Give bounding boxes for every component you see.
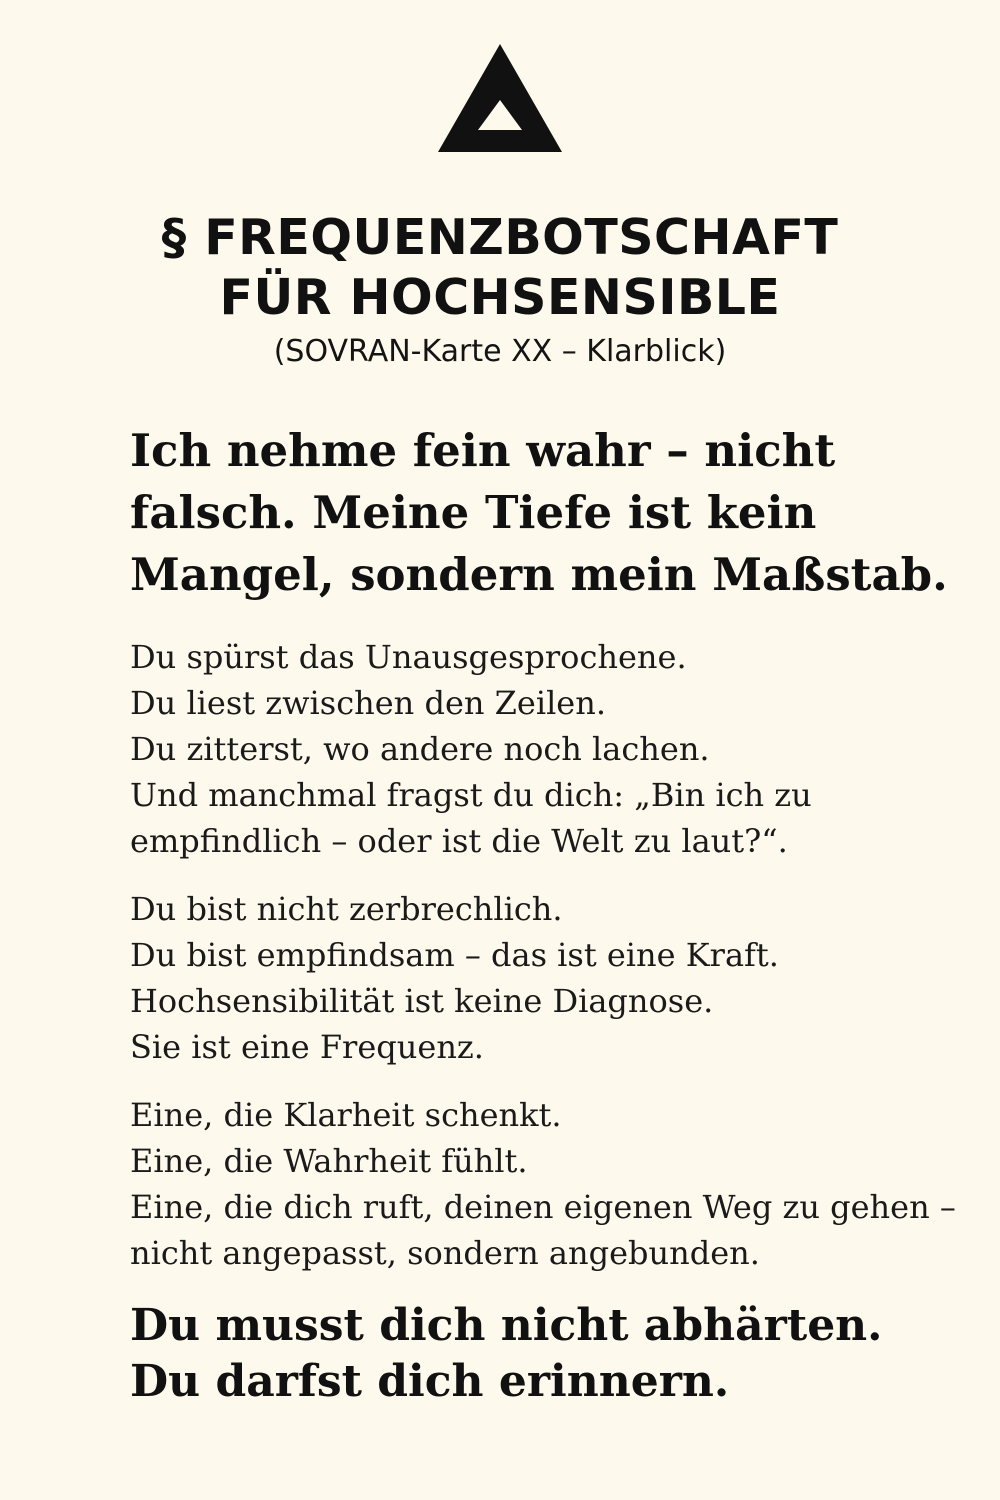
lead-line: falsch. Meine Tiefe ist kein (130, 486, 817, 539)
triangle-logo-svg (436, 42, 564, 154)
page-title (0, 208, 1000, 328)
paragraph-2 (130, 886, 990, 1070)
lead-statement (130, 420, 990, 606)
paragraph-line: Und manchmal fragst du dich: „Bin ich zu (130, 776, 812, 814)
paragraph-line: Du liest zwischen den Zeilen. (130, 684, 607, 722)
lead-line: Ich nehme fein wahr – nicht (130, 424, 836, 477)
paragraph-3 (130, 1092, 990, 1276)
triangle-icon (436, 42, 564, 154)
title-line-2: FÜR HOCHSENSIBLE (219, 269, 781, 326)
message-body (130, 420, 990, 1410)
triangle-shape (438, 44, 562, 152)
paragraph-line: Du spürst das Unausgesprochene. (130, 638, 687, 676)
closing-line: Du musst dich nicht abhärten. (130, 1300, 883, 1351)
lead-line: Mangel, sondern mein Maßstab. (130, 548, 948, 601)
paragraph-line: empfindlich – oder ist die Welt zu laut?“. (130, 822, 788, 860)
paragraph-line: Sie ist eine Frequenz. (130, 1028, 484, 1066)
paragraph-line: Eine, die dich ruft, deinen eigenen Weg zu gehen – (130, 1188, 956, 1226)
paragraph-line: Du bist empfindsam – das ist eine Kraft. (130, 936, 779, 974)
paragraph-line: Eine, die Wahrheit fühlt. (130, 1142, 528, 1180)
paragraph-line: Eine, die Klarheit schenkt. (130, 1096, 562, 1134)
closing-statement (130, 1298, 990, 1410)
subtitle: (SOVRAN-Karte XX – Klarblick) (273, 334, 727, 369)
paragraph-1 (130, 634, 990, 864)
title-line-1: § FREQUENZBOTSCHAFT (161, 209, 839, 266)
paragraph-line: nicht angepasst, sondern angebunden. (130, 1234, 760, 1272)
paragraph-line: Hochsensibilität ist keine Diagnose. (130, 982, 714, 1020)
paragraph-line: Du bist nicht zerbrechlich. (130, 890, 563, 928)
closing-line: Du darfst dich erinnern. (130, 1356, 730, 1407)
header (0, 208, 1000, 372)
paragraph-line: Du zitterst, wo andere noch lachen. (130, 730, 710, 768)
